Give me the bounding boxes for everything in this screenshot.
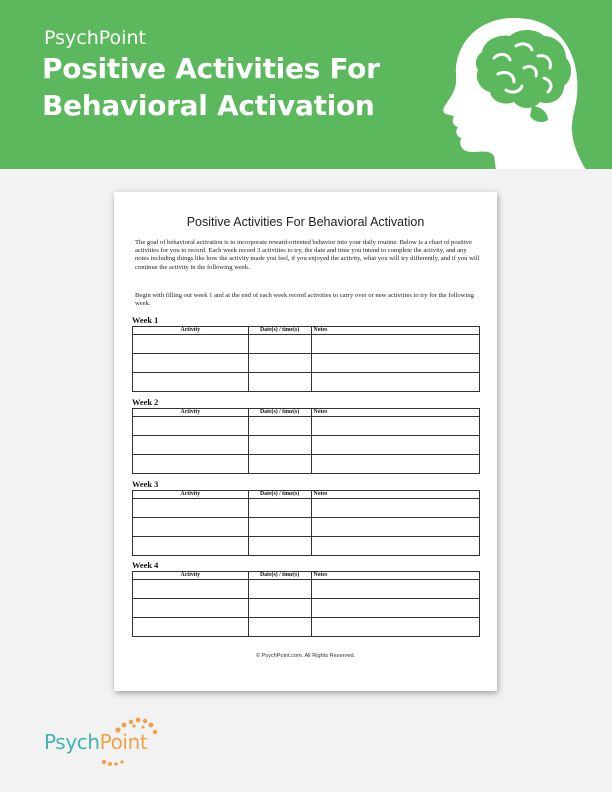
- header-banner: [0, 0, 612, 169]
- week-2-section: [132, 398, 480, 474]
- table-row: [133, 373, 480, 392]
- activity-cell[interactable]: [133, 618, 249, 637]
- copyright-note: © PsychPoint.com. All Rights Reserved.: [255, 653, 356, 659]
- date-cell[interactable]: [248, 599, 311, 618]
- week-label: Week 3: [132, 480, 159, 489]
- date-cell[interactable]: [248, 354, 311, 373]
- column-header-dates: Date(s) / time(s): [248, 409, 311, 417]
- banner-brand: PsychPoint: [44, 27, 146, 49]
- table-row: [133, 436, 480, 455]
- table-row: [133, 518, 480, 537]
- worksheet-page: [114, 192, 497, 691]
- logo-point: Point: [99, 730, 148, 754]
- week-3-section: [132, 480, 480, 556]
- week-label: Week 4: [132, 561, 159, 570]
- notes-cell[interactable]: [311, 417, 479, 436]
- date-cell[interactable]: [248, 436, 311, 455]
- activity-cell[interactable]: [133, 455, 249, 474]
- date-cell[interactable]: [248, 417, 311, 436]
- table-header-row: [133, 327, 480, 335]
- notes-cell[interactable]: [311, 354, 479, 373]
- week-4-table: [132, 571, 480, 637]
- table-row: [133, 618, 480, 637]
- document-title: Positive Activities For Behavioral Activation: [186, 215, 425, 229]
- head-brain-icon: [436, 12, 606, 169]
- date-cell[interactable]: [248, 580, 311, 599]
- column-header-dates: Date(s) / time(s): [248, 491, 311, 499]
- date-cell[interactable]: [248, 373, 311, 392]
- notes-cell[interactable]: [311, 599, 479, 618]
- week-4-section: [132, 561, 480, 637]
- activity-cell[interactable]: [133, 335, 249, 354]
- activity-cell[interactable]: [133, 436, 249, 455]
- date-cell[interactable]: [248, 518, 311, 537]
- activity-cell[interactable]: [133, 599, 249, 618]
- column-header-activity: Activity: [133, 572, 249, 580]
- column-header-activity: Activity: [133, 491, 249, 499]
- activity-cell[interactable]: [133, 518, 249, 537]
- date-cell[interactable]: [248, 455, 311, 474]
- week-1-table: [132, 326, 480, 392]
- notes-cell[interactable]: [311, 618, 479, 637]
- column-header-notes: Notes: [311, 491, 479, 499]
- column-header-notes: Notes: [311, 327, 479, 335]
- activity-cell[interactable]: [133, 417, 249, 436]
- table-header-row: [133, 572, 480, 580]
- date-cell[interactable]: [248, 537, 311, 556]
- week-2-table: [132, 408, 480, 474]
- column-header-dates: Date(s) / time(s): [248, 327, 311, 335]
- date-cell[interactable]: [248, 499, 311, 518]
- column-header-notes: Notes: [311, 572, 479, 580]
- week-3-table: [132, 490, 480, 556]
- activity-cell[interactable]: [133, 499, 249, 518]
- notes-cell[interactable]: [311, 335, 479, 354]
- table-row: [133, 455, 480, 474]
- activity-cell[interactable]: [133, 354, 249, 373]
- table-header-row: [133, 491, 480, 499]
- column-header-activity: Activity: [133, 409, 249, 417]
- table-row: [133, 417, 480, 436]
- notes-cell[interactable]: [311, 499, 479, 518]
- activity-cell[interactable]: [133, 373, 249, 392]
- notes-cell[interactable]: [311, 537, 479, 556]
- psychpoint-logo: [44, 716, 164, 768]
- week-1-section: [132, 316, 480, 392]
- table-row: [133, 499, 480, 518]
- notes-cell[interactable]: [311, 373, 479, 392]
- banner-title-line2: Behavioral Activation: [42, 89, 375, 122]
- table-row: [133, 580, 480, 599]
- date-cell[interactable]: [248, 618, 311, 637]
- activity-cell[interactable]: [133, 580, 249, 599]
- instructions-paragraph-1: The goal of behavioral activation is to incorporate reward-oriented behavior into your daily routine. Below is a chart of positive activities for you to record. Each week record 3 activities to try, the date and time you intend to complete the activity, and any notes including things like how the activity made you feel, if you enjoyed the activity, what you will try differently, and if you will continue the activity in the following week.: [135, 239, 480, 271]
- week-label: Week 2: [132, 398, 159, 407]
- table-row: [133, 599, 480, 618]
- notes-cell[interactable]: [311, 455, 479, 474]
- activity-cell[interactable]: [133, 537, 249, 556]
- notes-cell[interactable]: [311, 436, 479, 455]
- table-row: [133, 335, 480, 354]
- week-label: Week 1: [132, 316, 159, 325]
- column-header-notes: Notes: [311, 409, 479, 417]
- table-row: [133, 537, 480, 556]
- column-header-dates: Date(s) / time(s): [248, 572, 311, 580]
- notes-cell[interactable]: [311, 518, 479, 537]
- column-header-activity: Activity: [133, 327, 249, 335]
- banner-title-line1: Positive Activities For: [42, 52, 380, 85]
- banner-title: [42, 50, 380, 124]
- instructions-paragraph-2: Begin with filling out week 1 and at the end of each week record activities to carry over or new activities to try for the following week.: [135, 292, 474, 308]
- table-header-row: [133, 409, 480, 417]
- logo-psych: Psych: [44, 730, 100, 754]
- logo-wordmark: [44, 730, 147, 754]
- notes-cell[interactable]: [311, 580, 479, 599]
- date-cell[interactable]: [248, 335, 311, 354]
- table-row: [133, 354, 480, 373]
